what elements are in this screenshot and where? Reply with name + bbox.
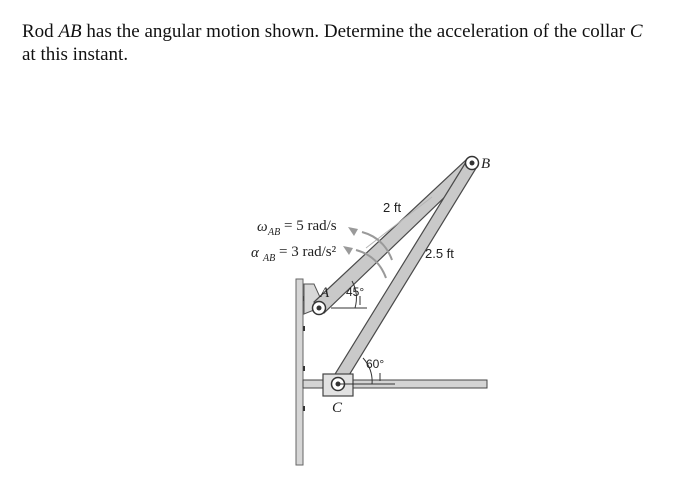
problem-text-1: Rod (22, 21, 59, 42)
vertical-support (296, 279, 303, 465)
problem-text-2: has the angular motion shown. Determine the acceleration of the collar (81, 21, 630, 42)
angle-label-60: 60° (366, 357, 385, 371)
alpha-value: = 3 rad/s² (279, 244, 337, 260)
rod-name: AB (58, 21, 82, 42)
support-bracket (303, 406, 305, 411)
problem-text-3: at this instant. (22, 44, 129, 65)
point-label-a: A (320, 285, 330, 301)
support-bracket (303, 326, 305, 331)
point-label-c: C (332, 400, 343, 416)
length-label-bc: 2.5 ft (425, 246, 454, 261)
omega-value: = 5 rad/s (284, 218, 337, 234)
alpha-symbol: α (251, 245, 259, 261)
angle-label-45: 45° (346, 285, 365, 299)
support-bracket (303, 366, 305, 371)
omega-arrowhead (348, 227, 358, 236)
omega-symbol: ω (257, 219, 268, 235)
alpha-arrowhead (343, 246, 353, 255)
point-label-b: B (481, 156, 491, 172)
collar-name: C (629, 21, 643, 42)
omega-subscript: AB (268, 227, 281, 238)
alpha-subscript: AB (263, 253, 276, 264)
length-label-ab: 2 ft (383, 200, 402, 215)
